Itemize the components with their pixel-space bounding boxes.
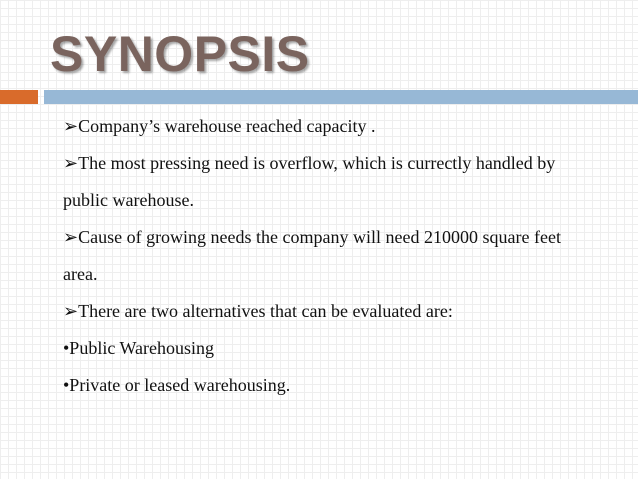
bullet-item: ➢There are two alternatives that can be evaluated are: xyxy=(63,301,453,321)
title-accent-bar-orange xyxy=(0,90,38,104)
sub-bullet-item: •Private or leased warehousing. xyxy=(63,375,291,395)
slide-body xyxy=(63,108,578,404)
bullet-item: ➢Company’s warehouse reached capacity . xyxy=(63,116,376,136)
title-accent-bar-blue xyxy=(44,90,638,104)
sub-bullet-item: •Public Warehousing xyxy=(63,338,215,358)
slide-title: SYNOPSIS xyxy=(50,26,310,82)
bullet-item: ➢Cause of growing needs the company will need 210000 square feet area. xyxy=(63,227,561,284)
bullet-item: ➢The most pressing need is overflow, which is currectly handled by public warehouse. xyxy=(63,153,556,210)
